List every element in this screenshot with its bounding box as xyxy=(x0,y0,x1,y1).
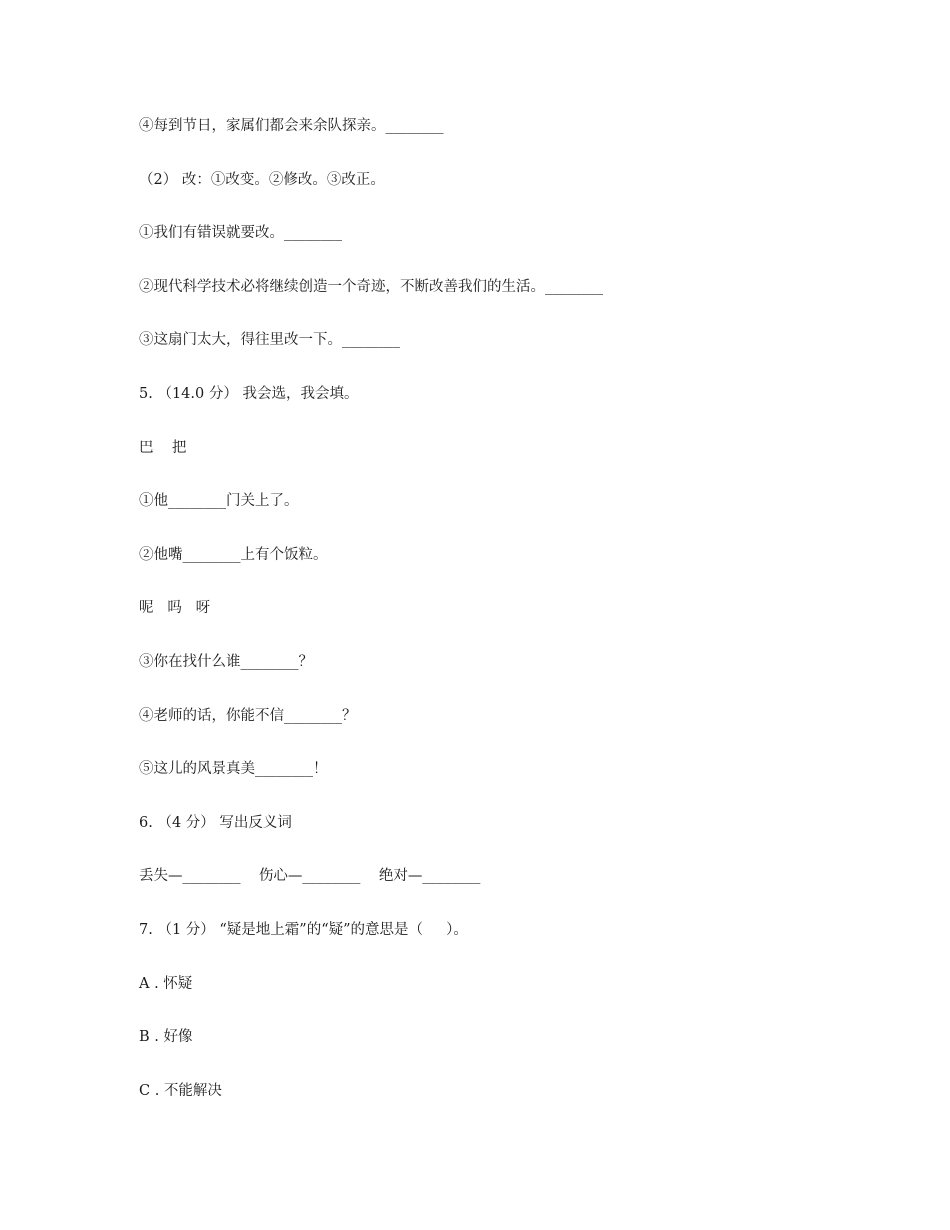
q7-option-b: B . 好像 xyxy=(139,1029,193,1046)
q7-option-a: A . 怀疑 xyxy=(139,975,193,992)
q4-item-4: ④每到节日，家属们都会来余队探亲。________ xyxy=(139,118,444,134)
q5-item-3: ③你在找什么谁________？ xyxy=(139,653,313,670)
q4-part-2-item-2: ②现代科学技术必将继续创造一个奇迹，不断改善我们的生活。________ xyxy=(139,278,603,295)
q6-antonym-items: 丢失—________ 伤心—________ 绝对—________ xyxy=(139,868,481,885)
q5-item-2: ②他嘴________上有个饭粒。 xyxy=(139,546,328,563)
q5-word-choices-2: 呢 吗 呀 xyxy=(139,600,211,617)
q5-item-5: ⑤这儿的风景真美________！ xyxy=(139,761,328,778)
question-5-heading: 5. （14.0 分） 我会选，我会填。 xyxy=(139,385,359,402)
q4-part-2-item-3: ③这扇门太大，得往里改一下。________ xyxy=(139,332,400,349)
q7-option-c: C . 不能解决 xyxy=(139,1082,222,1099)
document-page xyxy=(139,112,859,1130)
question-6-heading: 6. （4 分） 写出反义词 xyxy=(139,814,292,831)
q4-part-2-item-1: ①我们有错误就要改。________ xyxy=(139,225,342,242)
question-7-heading: 7. （1 分） “疑是地上霜”的“疑”的意思是（ ）。 xyxy=(139,921,468,938)
q5-word-choices-1: 巴 把 xyxy=(139,439,187,456)
q5-item-1: ①他________门关上了。 xyxy=(139,493,299,510)
q4-part-2-definitions: （2） 改：①改变。②修改。③改正。 xyxy=(139,171,385,188)
q5-item-4: ④老师的话，你能不信________？ xyxy=(139,707,357,724)
